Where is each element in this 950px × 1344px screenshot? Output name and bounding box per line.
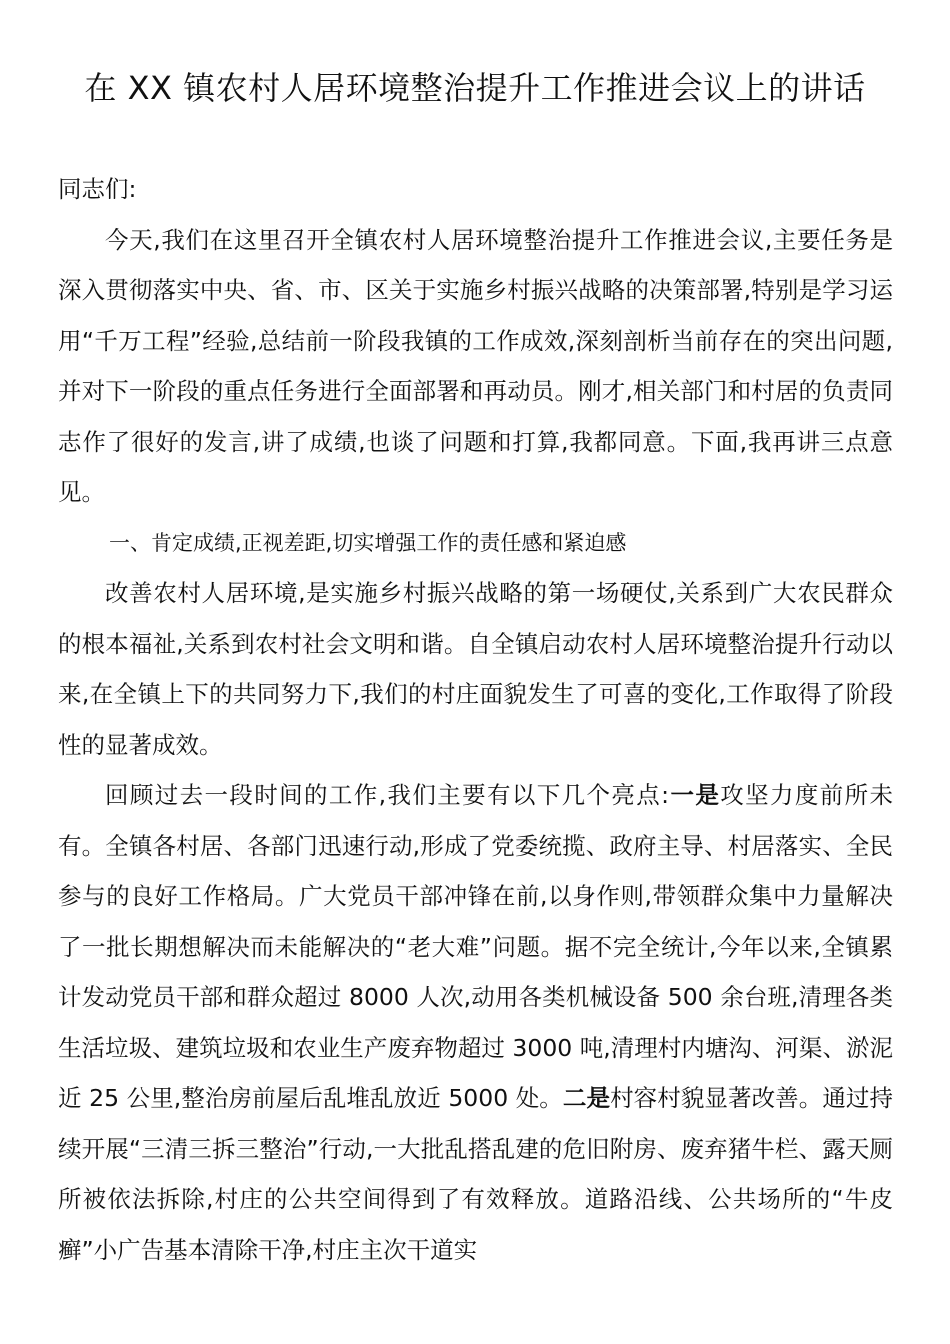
highlights-intro: 回顾过去一段时间的工作,我们主要有以下几个亮点: [105,781,670,809]
salutation: 同志们: [58,175,137,203]
document-body [58,164,893,1275]
point-2-text: 村容村貌显著改善。通过持续开展“三清三拆三整治”行动,一大批乱搭乱建的危旧附房、废弃猪牛栏、露天厕所被依法拆除,村庄的公共空间得到了有效释放。道路沿线、公共场所的“牛皮癣”小广告基本清除干净,村庄主次干道实 [58,1084,894,1264]
document-title: 在 XX 镇农村人居环境整治提升工作推进会议上的讲话 [84,69,866,107]
point-1-label: 一是 [669,781,721,809]
section-heading-1: 一、肯定成绩,正视差距,切实增强工作的责任感和紧迫感 [109,530,627,555]
paragraph-opening: 今天,我们在这里召开全镇农村人居环境整治提升工作推进会议,主要任务是深入贯彻落实中央、省、市、区关于实施乡村振兴战略的决策部署,特别是学习运用“千万工程”经验,总结前一阶段我镇的工作成效,深刻剖析当前存在的突出问题,并对下一阶段的重点任务进行全面部署和再动员。刚才,相关部门和村居的负责同志作了很好的发言,讲了成绩,也谈了问题和打算,我都同意。下面,我再讲三点意见。 [58,225,893,506]
point-1-text: 攻坚力度前所未有。全镇各村居、各部门迅速行动,形成了党委统揽、政府主导、村居落实、全民参与的良好工作格局。广大党员干部冲锋在前,以身作则,带领群众集中力量解决了一批长期想解决而未能解决的“老大难”问题。据不完全统计,今年以来,全镇累计发动党员干部和群众超过 8000 人次,动用各类机械设备 500 余台班,清理各类生活垃圾、建筑垃圾和农业生产废弃物超过 3000 吨,清理村内塘沟、河渠、淤泥近 25 公里,整治房前屋后乱堆乱放近 5000 处。 [58,781,894,1112]
point-2-label: 二是 [562,1084,611,1112]
paragraph-highlights [58,770,893,1275]
paragraph-achievements: 改善农村人居环境,是实施乡村振兴战略的第一场硬仗,关系到广大农民群众的根本福祉,关系到农村社会文明和谐。自全镇启动农村人居环境整治提升行动以来,在全镇上下的共同努力下,我们的村庄面貌发生了可喜的变化,工作取得了阶段性的显著成效。 [58,579,893,759]
